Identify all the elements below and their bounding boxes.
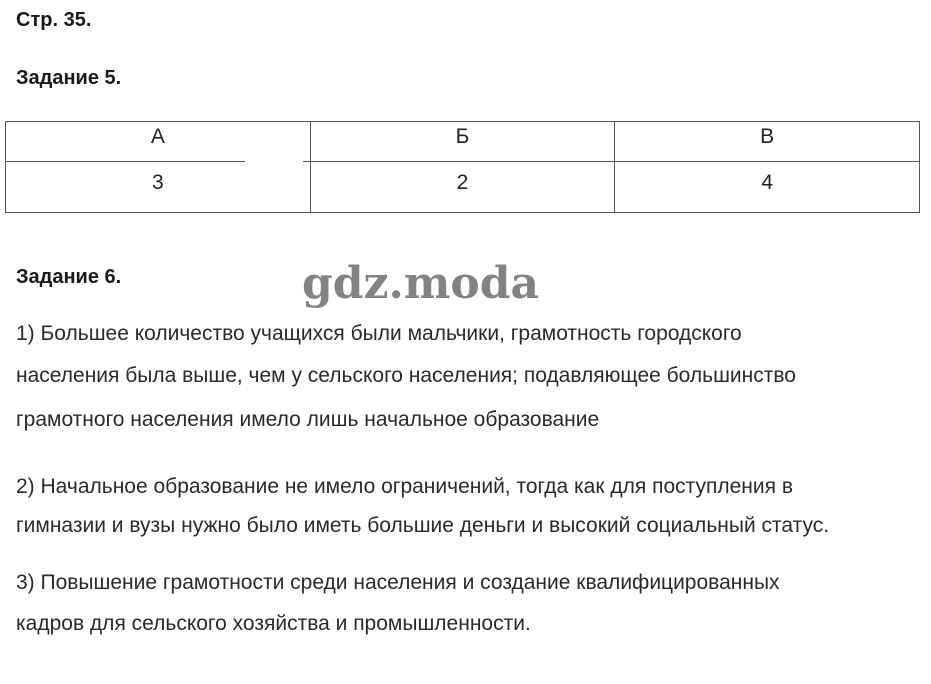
table-value-cell-v: 4 — [615, 167, 920, 213]
watermark-logo: gdz.moda — [302, 258, 540, 309]
task-6-answer-1 — [16, 323, 921, 430]
table-row-divider-right — [303, 161, 920, 162]
answer-1-line-3: грамотного населения имело лишь начальное образование — [16, 408, 600, 431]
task-6-answer-3 — [16, 572, 921, 634]
answer-2-line-2: гимназии и вузы нужно было иметь большие деньги и высокий социальный статус. — [16, 514, 830, 537]
table-value-cell-b: 2 — [310, 167, 615, 213]
answer-1-line-1: 1) Большее количество учащихся были мальчики, грамотность городского — [16, 322, 742, 345]
table-header-cell-b: Б — [310, 122, 615, 167]
table-header-cell-a: А — [6, 122, 311, 167]
page-number: Стр. 35. — [16, 9, 92, 31]
answer-3-line-1: 3) Повышение грамотности среди населения и создание квалифицированных — [16, 571, 780, 594]
answer-3-line-2: кадров для сельского хозяйства и промышленности. — [16, 612, 531, 635]
table-row-divider-left — [5, 161, 245, 162]
table-header-row — [6, 122, 920, 167]
task-5-answer-table — [5, 121, 920, 213]
table-header-cell-v: В — [615, 122, 920, 167]
task-5-title: Задание 5. — [16, 67, 122, 89]
task-6-answer-2 — [16, 476, 921, 536]
table-value-cell-a: 3 — [6, 167, 311, 213]
task-6-title: Задание 6. — [16, 266, 122, 288]
table-value-row — [6, 167, 920, 213]
answer-1-line-2: населения была выше, чем у сельского населения; подавляющее большинство — [16, 364, 796, 387]
answer-2-line-1: 2) Начальное образование не имело ограничений, тогда как для поступления в — [16, 475, 793, 498]
